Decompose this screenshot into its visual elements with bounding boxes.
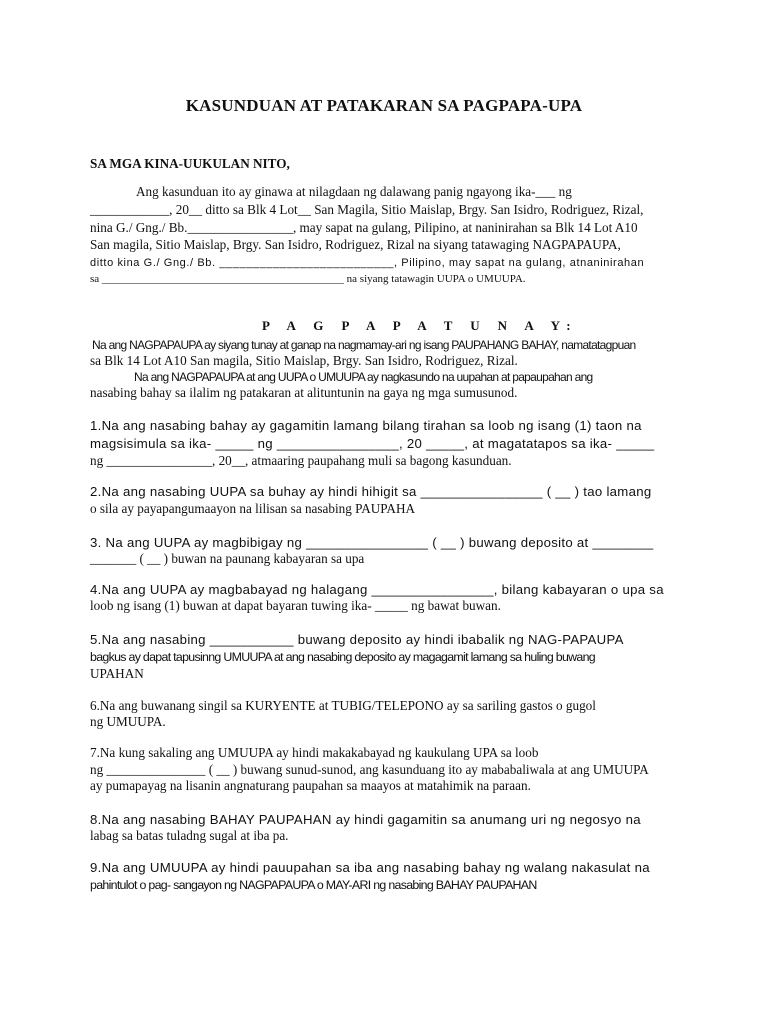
item-8-line-2: labag sa batas tuladng sugal at iba pa. bbox=[90, 828, 289, 843]
intro-line-4: San magila, Sitio Maislap, Brgy. San Isidro, Rodriguez, Rizal na siyang tatawaging NAGPAPAUPA, bbox=[90, 237, 621, 252]
item-6-line-1: 6.Na ang buwanang singil sa KURYENTE at TUBIG/TELEPONO ay sa sariling gastos o gugol bbox=[90, 698, 596, 713]
item-9-line-1: 9.Na ang UMUUPA ay hindi pauupahan sa iba ang nasabing bahay ng walang nakasulat na bbox=[90, 860, 650, 875]
item-1-line-3: ng ________________, 20__, atmaaring paupahang muli sa bagong kasunduan. bbox=[90, 453, 512, 468]
item-1-line-1: 1.Na ang nasabing bahay ay gagamitin lamang bilang tirahan sa loob ng isang (1) taon na bbox=[90, 418, 642, 433]
intro-line-6: sa ____________________________________________ na siyang tatawagin UUPA o UMUUPA. bbox=[90, 273, 526, 285]
item-7-line-2: ng _______________ ( __ ) buwang sunud-sunod, ang kasunduang ito ay mababaliwala at ang UMUUPA bbox=[90, 762, 649, 777]
intro-line-2: ____________, 20__ ditto sa Blk 4 Lot__ San Magila, Sitio Maislap, Brgy. San Isidro, Rodriguez, Rizal, bbox=[90, 202, 644, 217]
pagpapatunay-line-1: Na ang NAGPAPAUPA ay siyang tunay at ganap na nagmamay-ari ng isang PAUPAHANG BAHAY, namatatagpuan bbox=[92, 338, 636, 352]
item-7-line-3: ay pumapayag na lisanin angnaturang paupahan sa maayos at matahimik na paraan. bbox=[90, 778, 531, 793]
intro-line-5: ditto kina G./ Gng./ Bb. __________________________, Pilipino, may sapat na gulang, atnaninirahan bbox=[90, 257, 645, 269]
intro-line-3: nina G./ Gng./ Bb.________________, may sapat na gulang, Pilipino, at naninirahan sa Blk 14 Lot A10 bbox=[90, 220, 638, 235]
item-9-line-2: pahintulot o pag- sangayon ng NAGPAPAUPA o MAY-ARI ng nasabing BAHAY PAUPAHAN bbox=[90, 878, 537, 892]
item-7-line-1: 7.Na kung sakaling ang UMUUPA ay hindi makakabayad ng kaukulang UPA sa loob bbox=[90, 745, 539, 760]
section-heading: P A G P A P A T U N A Y: bbox=[262, 318, 578, 333]
item-8-line-1: 8.Na ang nasabing BAHAY PAUPAHAN ay hindi gagamitin sa anumang uri ng negosyo na bbox=[90, 812, 641, 827]
item-4-line-1: 4.Na ang UUPA ay magbabayad ng halagang ________________, bilang kabayaran o upa sa bbox=[90, 582, 664, 597]
item-3-line-1: 3. Na ang UUPA ay magbibigay ng ________________ ( __ ) buwang deposito at ________ bbox=[90, 535, 654, 550]
item-3-line-2: _______ ( __ ) buwan na paunang kabayaran sa upa bbox=[90, 551, 365, 566]
item-2-line-2: o sila ay payapangumaayon na lilisan sa nasabing PAUPAHA bbox=[90, 501, 416, 516]
item-5-line-1: 5.Na ang nasabing ___________ buwang deposito ay hindi ibabalik ng NAG-PAPAUPA bbox=[90, 632, 624, 647]
salutation: SA MGA KINA-UUKULAN NITO, bbox=[90, 156, 290, 171]
item-5-line-3: UPAHAN bbox=[90, 666, 144, 681]
pagpapatunay-line-4: nasabing bahay sa ilalim ng patakaran at alituntunin na gaya ng mga sumusunod. bbox=[90, 385, 518, 400]
document-title: KASUNDUAN AT PATAKARAN SA PAGPAPA-UPA bbox=[185, 96, 583, 115]
item-1-line-2: magsisimula sa ika- _____ ng ________________, 20 _____, at magatatapos sa ika- _____ bbox=[90, 436, 655, 451]
intro-line-1: Ang kasunduan ito ay ginawa at nilagdaan ng dalawang panig ngayong ika-___ ng bbox=[136, 184, 572, 199]
item-5-line-2: bagkus ay dapat tapusinng UMUUPA at ang nasabing deposito ay magagamit lamang sa huling buwang bbox=[90, 650, 595, 664]
item-4-line-2: loob ng isang (1) buwan at dapat bayaran tuwing ika- _____ ng bawat buwan. bbox=[90, 598, 501, 613]
item-2-line-1: 2.Na ang nasabing UUPA sa buhay ay hindi hihigit sa ________________ ( __ ) tao lamang bbox=[90, 484, 652, 499]
pagpapatunay-line-2: sa Blk 14 Lot A10 San magila, Sitio Maislap, Brgy. San Isidro, Rodriguez, Rizal. bbox=[90, 353, 518, 368]
pagpapatunay-line-3: Na ang NAGPAPAUPA at ang UUPA o UMUUPA ay nagkasundo na uupahan at papaupahan ang bbox=[134, 370, 593, 384]
item-6-line-2: ng UMUUPA. bbox=[90, 714, 166, 729]
